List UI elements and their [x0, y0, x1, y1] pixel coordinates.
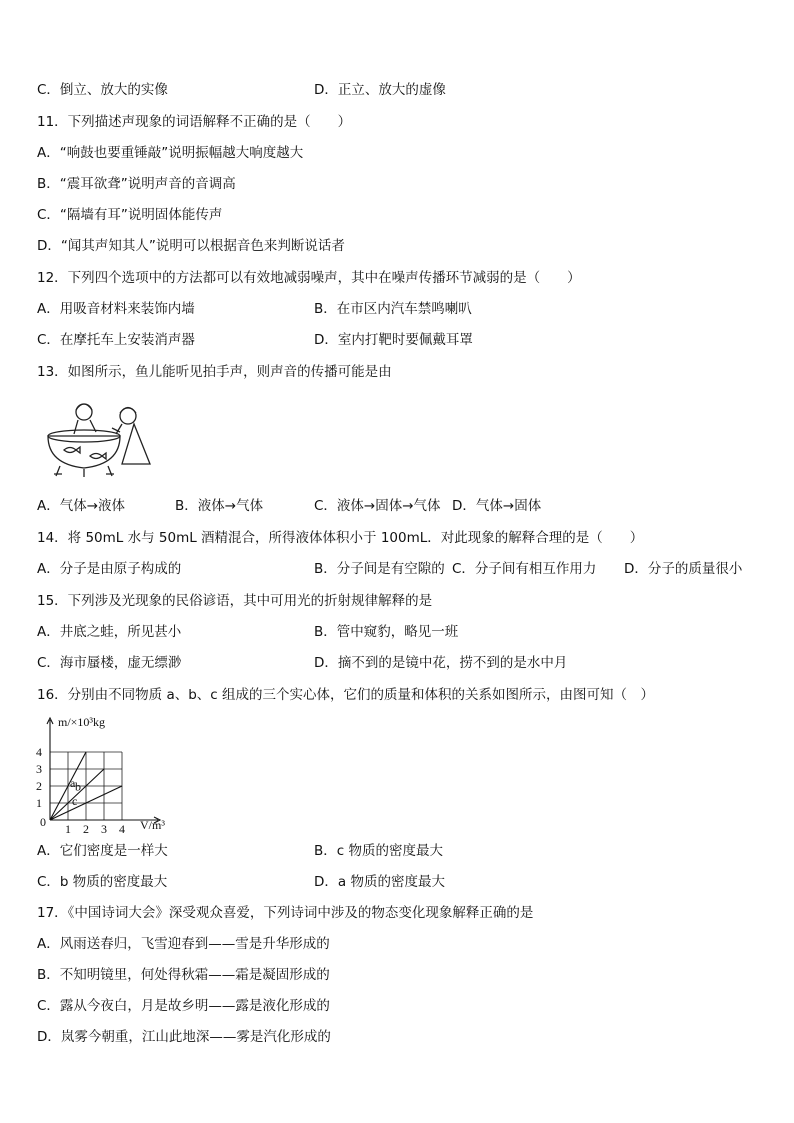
- series-label-b: b: [75, 779, 81, 794]
- q13-stem: 13．如图所示，鱼儿能听见拍手声，则声音的传播可能是由: [37, 364, 392, 380]
- q15-option-c: C．海市蜃楼，虚无缥渺: [37, 655, 182, 671]
- q11-option-d: D．“闻其声知其人”说明可以根据音色来判断说话者: [37, 238, 345, 254]
- q13-option-b: B．液体→气体: [175, 498, 264, 514]
- q11-stem: 11．下列描述声现象的词语解释不正确的是（ ）: [37, 114, 352, 130]
- q17-option-a: A．风雨送春归，飞雪迎春到——雪是升华形成的: [37, 936, 330, 952]
- y-tick-label: 3: [36, 762, 42, 776]
- q13-option-c: C．液体→固体→气体: [314, 498, 441, 514]
- origin-label: 0: [40, 815, 46, 829]
- q12-stem: 12．下列四个选项中的方法都可以有效地减弱噪声，其中在噪声传播环节减弱的是（ ）: [37, 270, 581, 286]
- y-tick-label: 1: [36, 796, 42, 810]
- q14-option-a: A．分子是由原子构成的: [37, 561, 182, 577]
- q10-option-d: D．正立、放大的虚像: [314, 82, 446, 98]
- q11-option-c: C．“隔墙有耳”说明固体能传声: [37, 207, 223, 223]
- q15-option-b: B．管中窥豹，略见一班: [314, 624, 459, 640]
- q10-option-c: C．倒立、放大的实像: [37, 82, 168, 98]
- q17-option-d: D．岚雾今朝重，江山此地深——雾是汽化形成的: [37, 1029, 331, 1045]
- q14-option-b: B．分子间是有空隙的: [314, 561, 445, 577]
- q17-option-b: B．不知明镜里，何处得秋霜——霜是凝固形成的: [37, 967, 330, 983]
- q16-stem: 16．分别由不同物质 a、b、c 组成的三个实心体，它们的质量和体积的关系如图所示，由图可知（ ）: [37, 687, 655, 703]
- q12-option-b: B．在市区内汽车禁鸣喇叭: [314, 301, 472, 317]
- q16-option-d: D．a 物质的密度最大: [314, 874, 445, 890]
- q13-option-d: D．气体→固体: [452, 498, 542, 514]
- q14-stem: 14．将 50mL 水与 50mL 酒精混合，所得液体体积小于 100mL．对此现象的解释合理的是（ ）: [37, 530, 644, 546]
- q11-option-b: B．“震耳欲聋”说明声音的音调高: [37, 176, 236, 192]
- q14-option-c: C．分子间有相互作用力: [452, 561, 597, 577]
- y-tick-label: 4: [36, 745, 42, 759]
- series-label-c: c: [72, 794, 78, 808]
- q15-option-a: A．井底之蛙，所见甚小: [37, 624, 182, 640]
- x-tick-label: 2: [83, 822, 89, 836]
- q16-option-a: A．它们密度是一样大: [37, 843, 168, 859]
- x-tick-label: 4: [119, 822, 125, 836]
- q12-option-d: D．室内打靶时要佩戴耳罩: [314, 332, 473, 348]
- x-tick-label: 3: [101, 822, 107, 836]
- q17-stem: 17．《中国诗词大会》深受观众喜爱，下列诗词中涉及的物态变化现象解释正确的是: [37, 905, 534, 921]
- q15-stem: 15．下列涉及光现象的民俗谚语，其中可用光的折射规律解释的是: [37, 593, 433, 609]
- x-axis-label: V/m³: [140, 818, 165, 832]
- x-tick-label: 1: [65, 822, 71, 836]
- clapping-fish-illustration: [40, 398, 170, 478]
- q11-option-a: A．“响鼓也要重锤敲”说明振幅越大响度越大: [37, 145, 304, 161]
- q16-option-b: B．c 物质的密度最大: [314, 843, 443, 859]
- mass-volume-chart: [30, 712, 180, 842]
- q12-option-c: C．在摩托车上安装消声器: [37, 332, 195, 348]
- q13-option-a: A．气体→液体: [37, 498, 126, 514]
- q14-option-d: D．分子的质量很小: [624, 561, 743, 577]
- q17-option-c: C．露从今夜白，月是故乡明——露是液化形成的: [37, 998, 330, 1014]
- q12-option-a: A．用吸音材料来装饰内墙: [37, 301, 195, 317]
- q15-option-d: D．摘不到的是镜中花，捞不到的是水中月: [314, 655, 568, 671]
- q16-option-c: C．b 物质的密度最大: [37, 874, 168, 890]
- y-tick-label: 2: [36, 779, 42, 793]
- y-axis-label: m/×10³kg: [58, 715, 106, 729]
- series-label-a: a: [70, 776, 76, 790]
